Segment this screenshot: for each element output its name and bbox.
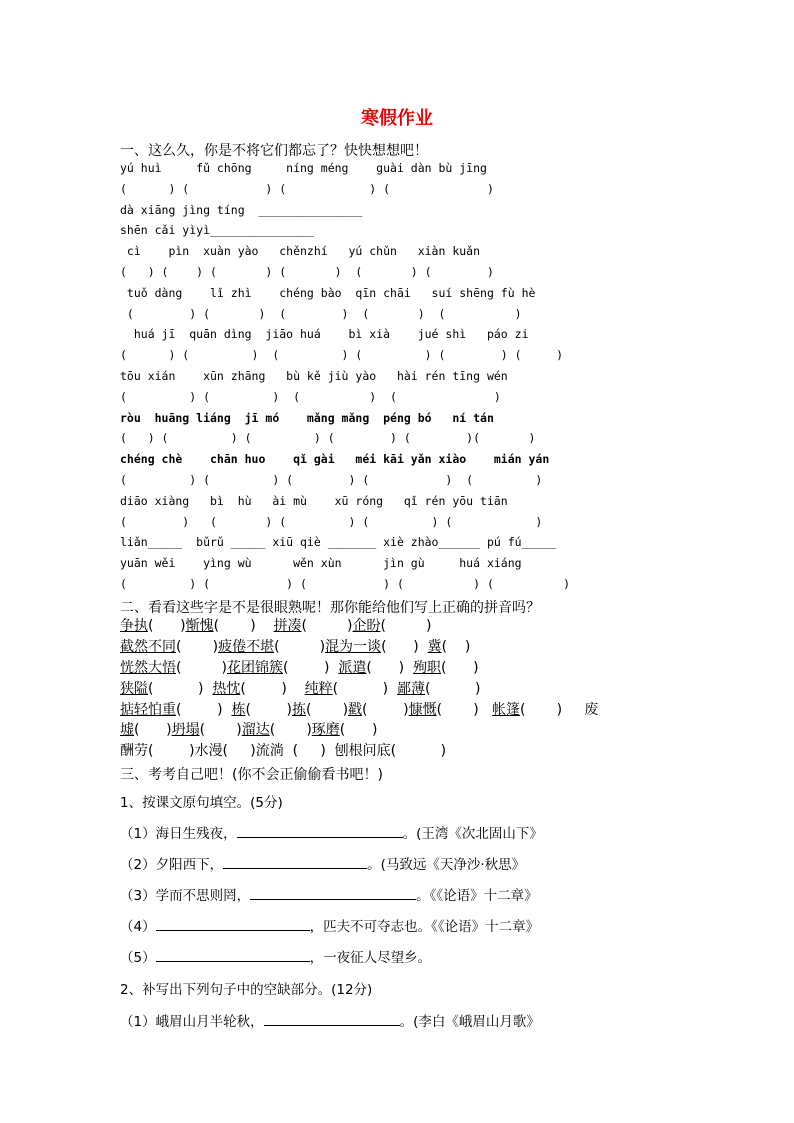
answer-slot: ( ) xyxy=(199,722,242,739)
pinyin-line: yuān wěi yìng wù wěn xùn jìn gù huá xiáng xyxy=(120,556,522,571)
pinyin-line: tuǒ dàng lǐ zhì chéng bào qīn chāi suí shēng fù hè xyxy=(120,285,536,300)
answer-slot: ( ) xyxy=(441,638,471,655)
answer-slot: ( ) xyxy=(362,701,409,718)
vocab-word: 花团锦簇 xyxy=(226,659,283,676)
q2-item-1-prefix: （1）峨眉山月半轮秋， xyxy=(120,1014,264,1030)
answer-slot: ( ) xyxy=(176,701,232,718)
answer-slot: ( ) xyxy=(305,701,349,718)
q2-title: 2、补写出下列句子中的空缺部分。(12分) xyxy=(120,982,373,998)
answer-slot: ( ) xyxy=(440,659,479,676)
vocab-word: 拣 xyxy=(291,701,306,718)
vocab-word: 截然不同 xyxy=(120,638,176,655)
vocab-word: 拼凑 xyxy=(273,618,302,634)
vocab-word: 溜达 xyxy=(241,722,270,739)
pinyin-line: shēn cǎi yìyì_______________ xyxy=(120,223,314,238)
answer-slot: ( ) xyxy=(366,659,413,676)
answer-blank[interactable] xyxy=(264,1011,400,1026)
word-row xyxy=(120,658,598,679)
pinyin-line: ( ) ( ) ( ) ( ) xyxy=(120,389,501,404)
q1-title: 1、按课文原句填空。(5分) xyxy=(120,795,283,811)
vocab-word: 掂轻怕重 xyxy=(120,701,176,718)
word-row xyxy=(120,741,598,762)
pinyin-line: ( ) ( ) ( ) ( ) ( )( ) xyxy=(120,431,536,446)
answer-slot: ( ) xyxy=(148,618,186,634)
answer-slot: ( ) xyxy=(213,618,274,634)
answer-blank[interactable] xyxy=(156,947,310,962)
answer-slot: ( ) xyxy=(148,680,213,697)
pinyin-line: dà xiāng jìng tíng _______________ xyxy=(120,202,363,217)
q1-item-5 xyxy=(120,946,431,966)
q1-item-2 xyxy=(120,853,525,873)
vocab-word: 戳 xyxy=(348,701,363,718)
answer-blank[interactable] xyxy=(223,854,367,869)
answer-slot: ( ) xyxy=(380,618,432,634)
q1-item-5-suffix: ，一夜征人尽望乡。 xyxy=(309,950,432,966)
pinyin-line: tōu xián xūn zhāng bù kě jiù yào hài rén tīng wén xyxy=(120,368,508,383)
word-row xyxy=(120,720,598,741)
pinyin-line: yú huì fǔ chōng níng méng guài dàn bù jīng xyxy=(120,161,487,175)
q1-item-2-suffix: 。(马致远《天净沙·秋思》 xyxy=(367,857,526,873)
word-row xyxy=(120,637,598,658)
pinyin-line: ( ) ( ) ( ) ( ) ( ) xyxy=(120,306,522,321)
vocab-word: 狭隘 xyxy=(120,680,148,697)
answer-slot: ( ) xyxy=(176,659,227,676)
pinyin-line: ( ) ( ) ( ) ( ) ( ) ( ) xyxy=(120,348,564,363)
vocab-word: 企盼 xyxy=(352,618,381,634)
vocab-word: 殉职 xyxy=(412,659,441,676)
answer-slot: ( ) xyxy=(269,722,312,739)
answer-slot: 酬劳( )水漫( )流淌 ( ) 刨根问底( ) xyxy=(120,743,447,760)
vocab-word: 恍然大悟 xyxy=(120,659,176,676)
pinyin-line: ( ) ( ) ( ) ( ) ( ) xyxy=(120,576,571,591)
answer-slot: ( ) xyxy=(301,618,353,634)
answer-slot: ( ) xyxy=(332,680,397,697)
q1-item-3-prefix: （3）学而不思则罔， xyxy=(120,888,251,904)
q1-item-2-prefix: （2）夕阳西下， xyxy=(120,857,224,873)
section1-heading: 一、这么久，你是不将它们都忘了？快快想想吧！ xyxy=(120,143,428,159)
answer-slot: ( ) xyxy=(134,722,172,739)
answer-blank[interactable] xyxy=(237,823,403,838)
pinyin-line: ròu huāng liáng jī mó mǎng mǎng péng bó ní tán xyxy=(120,410,494,425)
q1-item-3-suffix: 。《《论语》十二章》 xyxy=(416,888,538,904)
q1-item-4-prefix: （4） xyxy=(120,919,156,935)
pinyin-line: huá jī quān dìng jiāo huá bì xià jué shì páo zi xyxy=(120,327,529,342)
q1-item-1-prefix: （1）海日生残夜， xyxy=(120,826,237,842)
q1-item-3 xyxy=(120,884,538,904)
q1-item-4-suffix: ，匹夫不可夺志也。《《论语》十二章》 xyxy=(309,919,540,935)
vocab-word: 冀 xyxy=(427,638,442,655)
answer-slot: ( ) xyxy=(240,680,305,697)
page-title: 寒假作业 xyxy=(361,108,433,129)
q2-item-1 xyxy=(120,1010,540,1030)
answer-blank[interactable] xyxy=(156,916,310,931)
answer-slot: ( ) xyxy=(245,701,292,718)
pinyin-line: liǎn_____ bǔrǔ _____ xiū qiè _______ xiè zhào______ pú fú_____ xyxy=(120,535,557,550)
word-row xyxy=(120,679,598,700)
pinyin-line: cì pìn xuàn yào chěnzhí yú chǔn xiàn kuǎn xyxy=(120,244,481,259)
word-row xyxy=(120,616,598,637)
vocab-word: 栋 xyxy=(231,701,246,718)
pinyin-line: ( ) ( ) ( ) ( ) ( ) xyxy=(120,472,543,487)
pinyin-block xyxy=(120,158,570,595)
vocab-word: 争执 xyxy=(120,618,148,634)
word-list xyxy=(120,616,598,762)
answer-slot: ( ) xyxy=(339,722,378,739)
pinyin-line: ( ) ( ) ( ) ( ) xyxy=(120,181,494,196)
vocab-word: 热忱 xyxy=(212,680,241,697)
pinyin-line: ( ) ( ) ( ) ( ) ( ) xyxy=(120,514,543,529)
pinyin-line: ( ) ( ) ( ) ( ) ( ) ( ) xyxy=(120,264,494,279)
q1-item-5-prefix: （5） xyxy=(120,950,156,966)
section2-heading: 二、看看这些字是不是很眼熟呢！那你能给他们写上正确的拼音吗？ xyxy=(120,600,540,616)
pinyin-line: diāo xiàng bì hù ài mù xū róng qǐ rén yōu tiān xyxy=(120,493,508,508)
pinyin-line: chéng chè chān huo qǐ gài méi kāi yǎn xiào mián yán xyxy=(120,452,550,467)
answer-blank[interactable] xyxy=(250,885,416,900)
vocab-word: 坍塌 xyxy=(171,722,200,739)
vocab-word: 疲倦不堪 xyxy=(218,638,275,655)
vocab-word: 惭愧 xyxy=(185,618,214,634)
vocab-word: 鄙薄 xyxy=(396,680,425,697)
vocab-word: 纯粹 xyxy=(304,680,333,697)
vocab-word: 混为一谈 xyxy=(325,638,382,655)
q1-item-4 xyxy=(120,915,539,935)
answer-slot: ( ) 废 xyxy=(520,701,599,718)
vocab-word: 琢磨 xyxy=(311,722,340,739)
q2-item-1-suffix: 。(李白《峨眉山月歌》 xyxy=(399,1014,540,1030)
answer-slot: ( ) xyxy=(424,680,481,697)
answer-slot: ( ) xyxy=(282,659,339,676)
vocab-word: 帐篷 xyxy=(492,701,521,718)
vocab-word: 派遣 xyxy=(338,659,367,676)
answer-slot: ( ) xyxy=(176,638,219,655)
q1-item-1-suffix: 。(王湾《次北固山下》 xyxy=(402,826,543,842)
section3-heading: 三、考考自己吧！(你不会正偷偷看书吧！) xyxy=(120,767,383,783)
answer-slot: ( ) xyxy=(436,701,493,718)
q1-item-1 xyxy=(120,822,543,842)
answer-slot: ( ) xyxy=(274,638,326,655)
word-row xyxy=(120,700,598,721)
answer-slot: ( ) xyxy=(381,638,428,655)
vocab-word: 慷慨 xyxy=(408,701,437,718)
vocab-word: 墟 xyxy=(120,722,134,739)
